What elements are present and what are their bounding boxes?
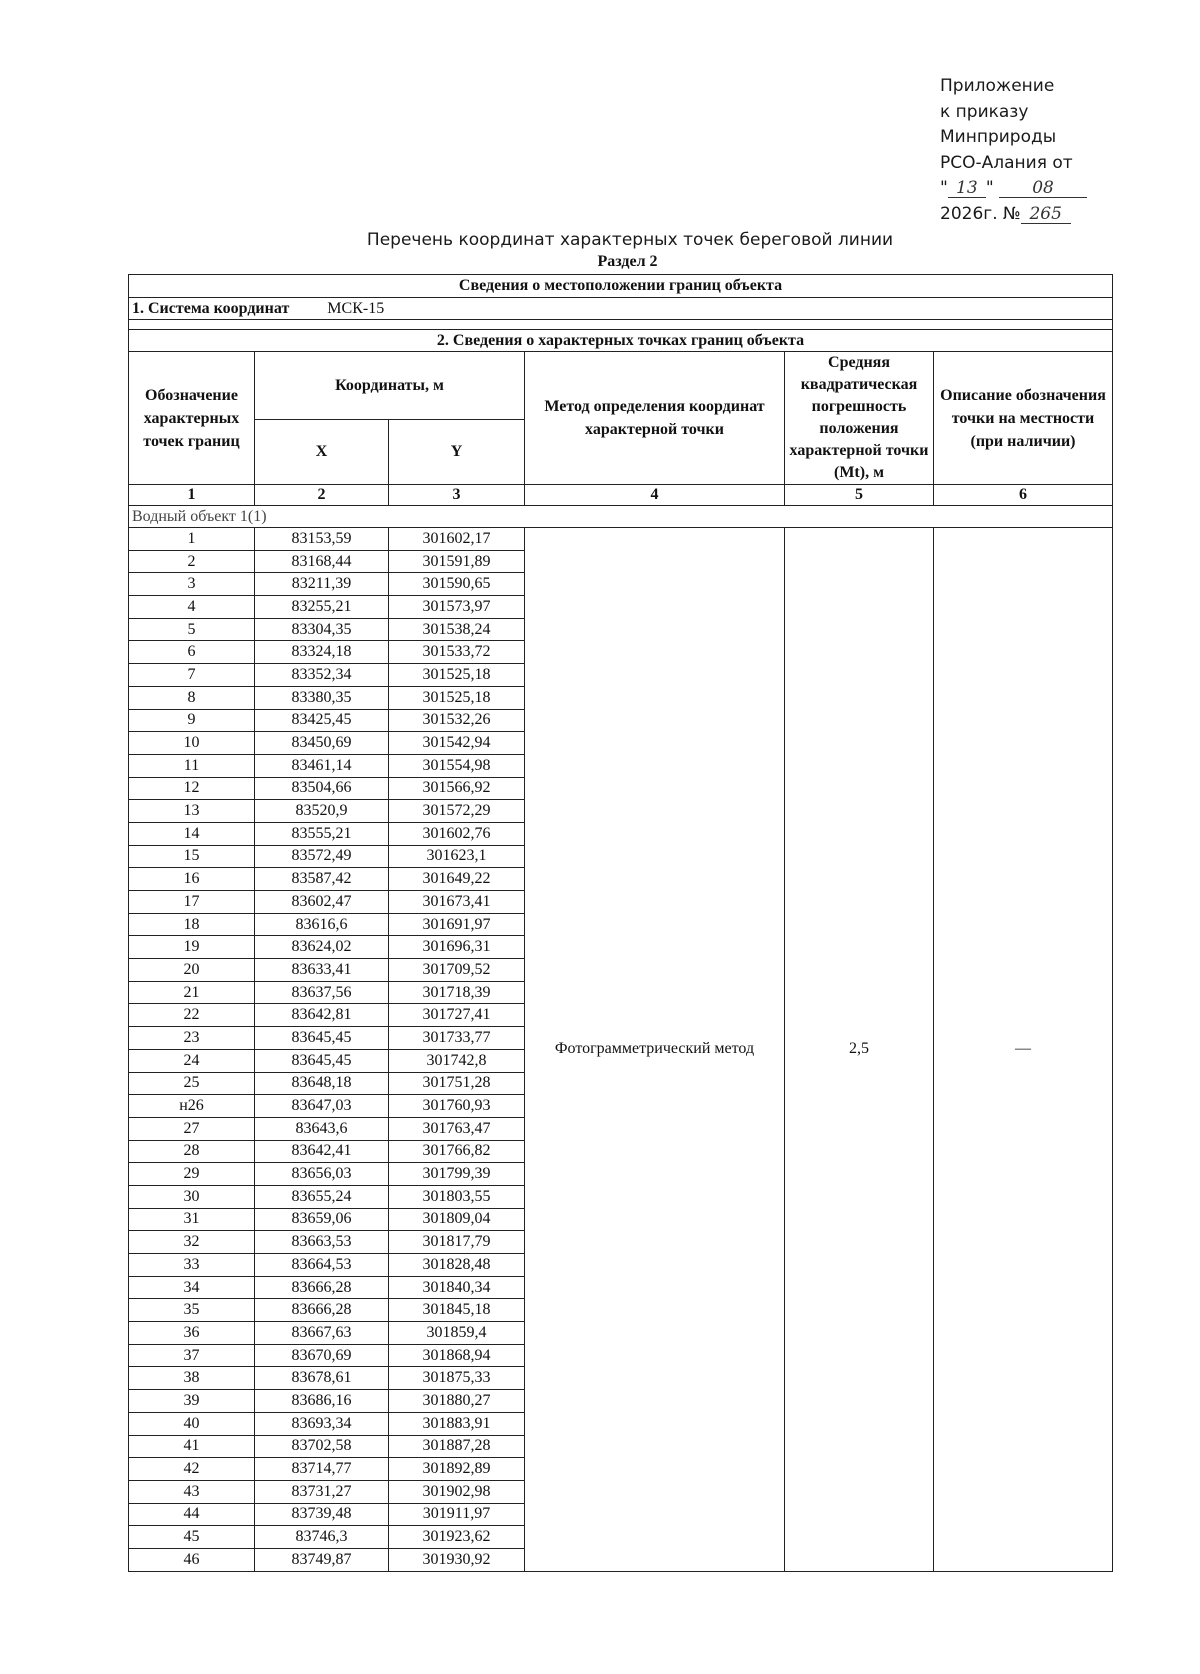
point-designation-cell: 1 — [129, 528, 255, 551]
y-coordinate-cell: 301727,41 — [389, 1004, 525, 1027]
x-coordinate-cell: 83659,06 — [255, 1208, 389, 1231]
x-coordinate-cell: 83746,3 — [255, 1526, 389, 1549]
date-day: 13 — [948, 179, 986, 198]
appendix-number — [940, 202, 1087, 228]
coordinates-table — [128, 274, 1113, 1572]
x-coordinate-cell: 83324,18 — [255, 641, 389, 664]
y-coordinate-cell: 301590,65 — [389, 573, 525, 596]
point-designation-cell: 7 — [129, 664, 255, 687]
x-coordinate-cell: 83667,63 — [255, 1322, 389, 1345]
point-designation-cell: 44 — [129, 1503, 255, 1526]
y-coordinate-cell: 301602,17 — [389, 528, 525, 551]
y-coordinate-cell: 301892,89 — [389, 1458, 525, 1481]
col-number-4: 4 — [525, 485, 785, 506]
point-designation-cell: 31 — [129, 1208, 255, 1231]
point-designation-cell: 25 — [129, 1072, 255, 1095]
point-designation-cell: н26 — [129, 1095, 255, 1118]
y-coordinate-cell: 301718,39 — [389, 981, 525, 1004]
y-coordinate-cell: 301930,92 — [389, 1548, 525, 1571]
x-coordinate-cell: 83616,6 — [255, 913, 389, 936]
x-coordinate-cell: 83461,14 — [255, 754, 389, 777]
header-x: X — [255, 420, 389, 485]
appendix-date: " 13 " 08 — [940, 176, 1087, 202]
water-object-label: Водный объект 1(1) — [129, 506, 1113, 528]
header-accuracy: Средняя квадратическая погрешность положения характерной точки (Mt), м — [785, 352, 934, 485]
method-cell: Фотограмметрический метод — [525, 528, 785, 1572]
x-coordinate-cell: 83555,21 — [255, 822, 389, 845]
x-coordinate-cell: 83643,6 — [255, 1117, 389, 1140]
y-coordinate-cell: 301533,72 — [389, 641, 525, 664]
y-coordinate-cell: 301538,24 — [389, 618, 525, 641]
point-designation-cell: 30 — [129, 1185, 255, 1208]
point-designation-cell: 38 — [129, 1367, 255, 1390]
point-designation-cell: 17 — [129, 891, 255, 914]
y-coordinate-cell: 301525,18 — [389, 686, 525, 709]
point-designation-cell: 34 — [129, 1276, 255, 1299]
point-designation-cell: 33 — [129, 1254, 255, 1277]
x-coordinate-cell: 83352,34 — [255, 664, 389, 687]
x-coordinate-cell: 83520,9 — [255, 800, 389, 823]
x-coordinate-cell: 83664,53 — [255, 1254, 389, 1277]
x-coordinate-cell: 83153,59 — [255, 528, 389, 551]
point-designation-cell: 45 — [129, 1526, 255, 1549]
point-designation-cell: 15 — [129, 845, 255, 868]
col-number-2: 2 — [255, 485, 389, 506]
point-designation-cell: 35 — [129, 1299, 255, 1322]
header-y: Y — [389, 420, 525, 485]
x-coordinate-cell: 83504,66 — [255, 777, 389, 800]
x-coordinate-cell: 83211,39 — [255, 573, 389, 596]
y-coordinate-cell: 301763,47 — [389, 1117, 525, 1140]
y-coordinate-cell: 301751,28 — [389, 1072, 525, 1095]
y-coordinate-cell: 301911,97 — [389, 1503, 525, 1526]
point-designation-cell: 29 — [129, 1163, 255, 1186]
y-coordinate-cell: 301766,82 — [389, 1140, 525, 1163]
y-coordinate-cell: 301845,18 — [389, 1299, 525, 1322]
x-coordinate-cell: 83714,77 — [255, 1458, 389, 1481]
point-designation-cell: 32 — [129, 1231, 255, 1254]
point-designation-cell: 10 — [129, 732, 255, 755]
appendix-line-3: Минприроды — [940, 127, 1057, 147]
x-coordinate-cell: 83702,58 — [255, 1435, 389, 1458]
col-number-1: 1 — [129, 485, 255, 506]
y-coordinate-cell: 301532,26 — [389, 709, 525, 732]
x-coordinate-cell: 83168,44 — [255, 550, 389, 573]
y-coordinate-cell: 301591,89 — [389, 550, 525, 573]
y-coordinate-cell: 301883,91 — [389, 1412, 525, 1435]
point-designation-cell: 22 — [129, 1004, 255, 1027]
x-coordinate-cell: 83633,41 — [255, 959, 389, 982]
table-row — [129, 528, 1113, 551]
point-designation-cell: 12 — [129, 777, 255, 800]
point-designation-cell: 41 — [129, 1435, 255, 1458]
col-number-5: 5 — [785, 485, 934, 506]
y-coordinate-cell: 301691,97 — [389, 913, 525, 936]
point-designation-cell: 16 — [129, 868, 255, 891]
x-coordinate-cell: 83304,35 — [255, 618, 389, 641]
x-coordinate-cell: 83666,28 — [255, 1276, 389, 1299]
y-coordinate-cell: 301623,1 — [389, 845, 525, 868]
x-coordinate-cell: 83645,45 — [255, 1049, 389, 1072]
point-designation-cell: 24 — [129, 1049, 255, 1072]
point-designation-cell: 6 — [129, 641, 255, 664]
appendix-line-2: к приказу — [940, 101, 1029, 122]
point-designation-cell: 5 — [129, 618, 255, 641]
appendix-line-4: РСО-Алания от — [940, 152, 1073, 173]
y-coordinate-cell: 301887,28 — [389, 1435, 525, 1458]
x-coordinate-cell: 83642,81 — [255, 1004, 389, 1027]
y-coordinate-cell: 301572,29 — [389, 800, 525, 823]
point-designation-cell: 2 — [129, 550, 255, 573]
appendix-line-1: Приложение — [940, 76, 1055, 96]
appendix-block — [940, 74, 1087, 227]
year-label: 2026г. № — [940, 203, 1021, 224]
point-designation-cell: 18 — [129, 913, 255, 936]
x-coordinate-cell: 83731,27 — [255, 1480, 389, 1503]
y-coordinate-cell: 301709,52 — [389, 959, 525, 982]
header-description: Описание обозначения точки на местности (при наличии) — [934, 352, 1113, 485]
y-coordinate-cell: 301817,79 — [389, 1231, 525, 1254]
x-coordinate-cell: 83587,42 — [255, 868, 389, 891]
x-coordinate-cell: 83739,48 — [255, 1503, 389, 1526]
header-designation: Обозначение характерных точек границ — [129, 352, 255, 485]
x-coordinate-cell: 83655,24 — [255, 1185, 389, 1208]
date-month: 08 — [999, 179, 1087, 198]
spacer-row — [129, 320, 1113, 330]
coordinate-system-label: 1. Система координат — [132, 299, 290, 317]
x-coordinate-cell: 83645,45 — [255, 1027, 389, 1050]
x-coordinate-cell: 83666,28 — [255, 1299, 389, 1322]
y-coordinate-cell: 301840,34 — [389, 1276, 525, 1299]
point-designation-cell: 21 — [129, 981, 255, 1004]
point-designation-cell: 4 — [129, 596, 255, 619]
points-caption: 2. Сведения о характерных точках границ объекта — [129, 330, 1113, 352]
y-coordinate-cell: 301566,92 — [389, 777, 525, 800]
x-coordinate-cell: 83637,56 — [255, 981, 389, 1004]
x-coordinate-cell: 83647,03 — [255, 1095, 389, 1118]
x-coordinate-cell: 83670,69 — [255, 1344, 389, 1367]
point-designation-cell: 40 — [129, 1412, 255, 1435]
coordinate-system-value: МСК-15 — [327, 299, 385, 317]
section-title: Раздел 2 — [597, 253, 658, 270]
y-coordinate-cell: 301923,62 — [389, 1526, 525, 1549]
point-designation-cell: 19 — [129, 936, 255, 959]
description-cell: — — [934, 528, 1113, 1572]
order-number: 265 — [1021, 205, 1071, 224]
point-designation-cell: 8 — [129, 686, 255, 709]
x-coordinate-cell: 83686,16 — [255, 1390, 389, 1413]
x-coordinate-cell: 83693,34 — [255, 1412, 389, 1435]
point-designation-cell: 46 — [129, 1548, 255, 1571]
point-designation-cell: 42 — [129, 1458, 255, 1481]
point-designation-cell: 20 — [129, 959, 255, 982]
y-coordinate-cell: 301880,27 — [389, 1390, 525, 1413]
y-coordinate-cell: 301760,93 — [389, 1095, 525, 1118]
y-coordinate-cell: 301554,98 — [389, 754, 525, 777]
y-coordinate-cell: 301602,76 — [389, 822, 525, 845]
y-coordinate-cell: 301649,22 — [389, 868, 525, 891]
point-designation-cell: 23 — [129, 1027, 255, 1050]
y-coordinate-cell: 301525,18 — [389, 664, 525, 687]
header-coordinates: Координаты, м — [255, 352, 525, 420]
x-coordinate-cell: 83624,02 — [255, 936, 389, 959]
y-coordinate-cell: 301809,04 — [389, 1208, 525, 1231]
x-coordinate-cell: 83749,87 — [255, 1548, 389, 1571]
point-designation-cell: 11 — [129, 754, 255, 777]
y-coordinate-cell: 301799,39 — [389, 1163, 525, 1186]
point-designation-cell: 9 — [129, 709, 255, 732]
x-coordinate-cell: 83656,03 — [255, 1163, 389, 1186]
y-coordinate-cell: 301859,4 — [389, 1322, 525, 1345]
point-designation-cell: 14 — [129, 822, 255, 845]
point-designation-cell: 43 — [129, 1480, 255, 1503]
point-designation-cell: 28 — [129, 1140, 255, 1163]
y-coordinate-cell: 301875,33 — [389, 1367, 525, 1390]
point-designation-cell: 13 — [129, 800, 255, 823]
x-coordinate-cell: 83642,41 — [255, 1140, 389, 1163]
y-coordinate-cell: 301742,8 — [389, 1049, 525, 1072]
x-coordinate-cell: 83380,35 — [255, 686, 389, 709]
point-designation-cell: 36 — [129, 1322, 255, 1345]
document-title: Перечень координат характерных точек береговой линии — [366, 230, 894, 250]
point-designation-cell: 27 — [129, 1117, 255, 1140]
y-coordinate-cell: 301902,98 — [389, 1480, 525, 1503]
point-designation-cell: 3 — [129, 573, 255, 596]
accuracy-cell: 2,5 — [785, 528, 934, 1572]
point-designation-cell: 37 — [129, 1344, 255, 1367]
table-caption: Сведения о местоположении границ объекта — [129, 275, 1113, 298]
x-coordinate-cell: 83663,53 — [255, 1231, 389, 1254]
y-coordinate-cell: 301573,97 — [389, 596, 525, 619]
y-coordinate-cell: 301803,55 — [389, 1185, 525, 1208]
header-method: Метод определения координат характерной точки — [525, 352, 785, 485]
coordinate-system-row — [129, 298, 1113, 320]
x-coordinate-cell: 83255,21 — [255, 596, 389, 619]
x-coordinate-cell: 83425,45 — [255, 709, 389, 732]
col-number-6: 6 — [934, 485, 1113, 506]
y-coordinate-cell: 301673,41 — [389, 891, 525, 914]
col-number-3: 3 — [389, 485, 525, 506]
x-coordinate-cell: 83450,69 — [255, 732, 389, 755]
x-coordinate-cell: 83572,49 — [255, 845, 389, 868]
x-coordinate-cell: 83602,47 — [255, 891, 389, 914]
x-coordinate-cell: 83678,61 — [255, 1367, 389, 1390]
y-coordinate-cell: 301733,77 — [389, 1027, 525, 1050]
y-coordinate-cell: 301696,31 — [389, 936, 525, 959]
x-coordinate-cell: 83648,18 — [255, 1072, 389, 1095]
y-coordinate-cell: 301868,94 — [389, 1344, 525, 1367]
point-designation-cell: 39 — [129, 1390, 255, 1413]
y-coordinate-cell: 301828,48 — [389, 1254, 525, 1277]
y-coordinate-cell: 301542,94 — [389, 732, 525, 755]
